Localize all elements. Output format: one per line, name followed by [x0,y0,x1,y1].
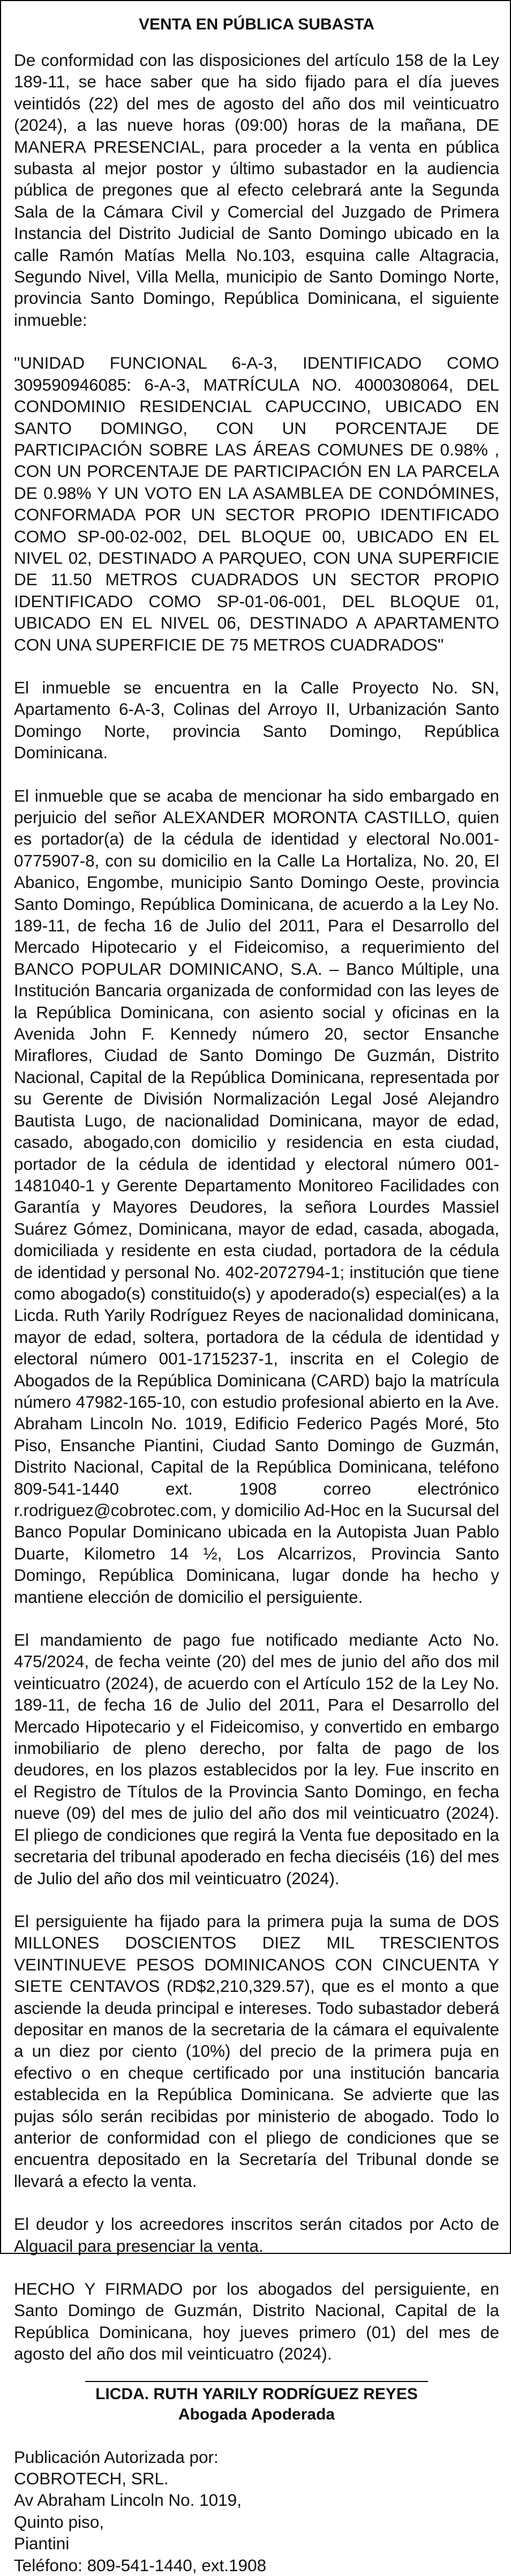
publication-line: COBROTECH, SRL. [14,2469,169,2489]
paragraph-property-location: El inmueble se encuentra en la Calle Proyecto No. SN, Apartamento 6-A-3, Colinas del Arroyo II, Urbanización Santo Domingo Norte, provincia Santo Domingo, República Dominicana. [14,677,499,763]
paragraph-signed: HECHO Y FIRMADO por los abogados del persiguiente, en Santo Domingo de Guzmán, Distrito Nacional, Capital de la República Dominicana, hoy jueves primero (01) del mes de agosto del año dos mil veinticuatro (2024). [14,2279,499,2364]
paragraph-seizure-details: El inmueble que se acaba de mencionar ha sido embargado en perjuicio del señor ALEXANDER MORONTA CASTILLO, quien es portador(a) de la cédula de identidad y electoral No.001-0775907-8, con su domicilio en la Calle La Hortaliza, No. 20, El Abanico, Engombe, municipio Santo Domingo Oeste, provincia Santo Domingo, República Dominicana, de acuerdo a la Ley No. 189-11, de fecha 16 de Julio del 2011, Para el Desarrollo del Mercado Hipotecario y el Fideicomiso, a requerimiento del BANCO POPULAR DOMINICANO, S.A. – Banco Múltiple, una Institución Bancaria organizada de conformidad con las leyes de la República Dominicana, con asiento social y oficinas en la Avenida John F. Kennedy número 20, sector Ensanche Miraflores, Ciudad de Santo Domingo De Guzmán, Distrito Nacional, Capital de la República Dominicana, representada por su Gerente de División Normalización Legal José Alejandro Bautista Lugo, de nacionalidad Dominicana, mayor de edad, casado, abogado,con domicilio y residencia en esta ciudad, portador de la cédula de identidad y electoral número 001-1481040-1 y Gerente Departamento Monitoreo Facilidades con Garantía y Mayores Deudores, la señora Lourdes Massiel Suárez Gómez, Dominicana, mayor de edad, casada, abogada, domiciliada y residente en esta ciudad, portadora de la cédula de identidad y personal No. 402-2072794-1; institución que tiene como abogado(s) constituido(s) y apoderado(s) especial(es) a la Licda. Ruth Yarily Rodríguez Reyes de nacionalidad dominicana, mayor de edad, soltera, portadora de la cédula de identidad y electoral número 001-1715237-1, inscrita en el Colegio de Abogados de la República Dominicana (CARD) bajo la matrícula número 47982-165-10, con estudio profesional abierto en la Ave. Abraham Lincoln No. 1019, Edificio Federico Pagés Moré, 5to Piso, Ensanche Piantini, Ciudad Santo Domingo de Guzmán, Distrito Nacional, Capital de la República Dominicana, teléfono 809-541-1440 ext. 1908 correo electrónico r.rodriguez@cobrotec.com, y domicilio Ad-Hoc en la Sucursal del Banco Popular Dominicano ubicada en la Autopista Juan Pablo Duarte, Kilometro 14 ½, Los Alcarrizos, Provincia Santo Domingo, República Dominicana, lugar donde ha hecho y mantiene elección de domicilio el persiguiente. [14,786,499,1607]
paragraph-property-description: "UNIDAD FUNCIONAL 6-A-3, IDENTIFICADO COMO 309590946085: 6-A-3, MATRÍCULA NO. 4000308064, DEL CONDOMINIO RESIDENCIAL CAPUCCINO, UBICADO EN SANTO DOMINGO, CON UN PORCENTAJE DE PARTICIPACIÓN SOBRE LAS ÁREAS COMUNES DE 0.98% , CON UN PORCENTAJE DE PARTICIPACIÓN EN LA PARCELA DE 0.98% Y UN VOTO EN LA ASAMBLEA DE CONDÓMINES, CONFORMADA POR UN SECTOR PROPIO IDENTIFICADO COMO SP-00-02-002, DEL BLOQUE 00, UBICADO EN EL NIVEL 02, DESTINADO A PARQUEO, CON UNA SUPERFICIE DE 11.50 METROS CUADRADOS UN SECTOR PROPIO IDENTIFICADO COMO SP-01-06-001, DEL BLOQUE 01, UBICADO EN EL NIVEL 06, DESTINADO A APARTAMENTO CON UNA SUPERFICIE DE 75 METROS CUADRADOS" [14,353,499,654]
signature-name: LICDA. RUTH YARILY RODRÍGUEZ REYES [95,2385,418,2403]
signature-role: Abogada Apoderada [178,2405,335,2423]
legal-notice-content [14,14,499,2576]
paragraph-auction-announcement: De conformidad con las disposiciones del artículo 158 de la Ley 189-11, se hace saber que ha sido fijado para el día jueves veintidós (22) del mes de agosto del año dos mil veinticuatro (2024), a las nueve horas (09:00) horas de la mañana, DE MANERA PRESENCIAL, para proceder a la venta en pública subasta al mejor postor y último subastador en la audiencia pública de pregones que al efecto celebrará ante la Segunda Sala de la Cámara Civil y Comercial del Juzgado de Primera Instancia del Distrito Judicial de Santo Domingo ubicado en la calle Ramón Matías Mella No.103, esquina calle Altagracia, Segundo Nivel, Villa Mella, municipio de Santo Domingo Norte, provincia Santo Domingo, República Dominicana, el siguiente inmueble: [14,50,499,330]
paragraph-creditors-citation: El deudor y los acreedores inscritos serán citados por Acto de Alguacil para presenciar la venta. [14,2214,499,2256]
publication-line: Quinto piso, [14,2512,104,2532]
signature-line [85,2381,428,2382]
publication-line: Publicación Autorizada por: [14,2447,219,2467]
publication-line: Teléfono: 809-541-1440, ext.1908 [14,2555,267,2575]
paragraph-first-bid: El persiguiente ha fijado para la primera puja la suma de DOS MILLONES DOSCIENTOS DIEZ MIL TRESCIENTOS VEINTINUEVE PESOS DOMINICANOS CON CINCUENTA Y SIETE CENTAVOS (RD$2,210,329.57), que es el monto a que asciende la deuda principal e intereses. Todo subastador deberá depositar en manos de la secretaria de la cámara el equivalente a un diez por ciento (10%) del precio de la primera puja en efectivo o en cheque certificado por una institución bancaria establecida en la República Dominicana. Se advierte que las pujas sólo serán recibidas por ministerio de abogado. Todo lo anterior de conformidad con el pliego de condiciones que se encuentra depositado en la Secretaría del Tribunal donde se llevará a efecto la venta. [14,1911,499,2191]
publication-line: Piantini [14,2534,70,2553]
publication-line: Av Abraham Lincoln No. 1019, [14,2490,242,2510]
paragraph-payment-order: El mandamiento de pago fue notificado mediante Acto No. 475/2024, de fecha veinte (20) del mes de junio del año dos mil veinticuatro (2024), de acuerdo con el Artículo 152 de la Ley No. 189-11, de fecha 16 de Julio del 2011, Para el Desarrollo del Mercado Hipotecario y el Fideicomiso, y convertido en embargo inmobiliario de pleno derecho, por falta de pago de los deudores, en los plazos establecidos por la ley. Fue inscrito en el Registro de Títulos de la Provincia Santo Domingo, en fecha nueve (09) del mes de julio del año dos mil veinticuatro (2024). El pliego de condiciones que regirá la Venta fue depositado en la secretaria del tribunal apoderado en fecha dieciséis (16) del mes de Julio del año dos mil veinticuatro (2024). [14,1630,499,1888]
publication-block [14,2446,499,2576]
notice-title: VENTA EN PÚBLICA SUBASTA [138,16,374,33]
